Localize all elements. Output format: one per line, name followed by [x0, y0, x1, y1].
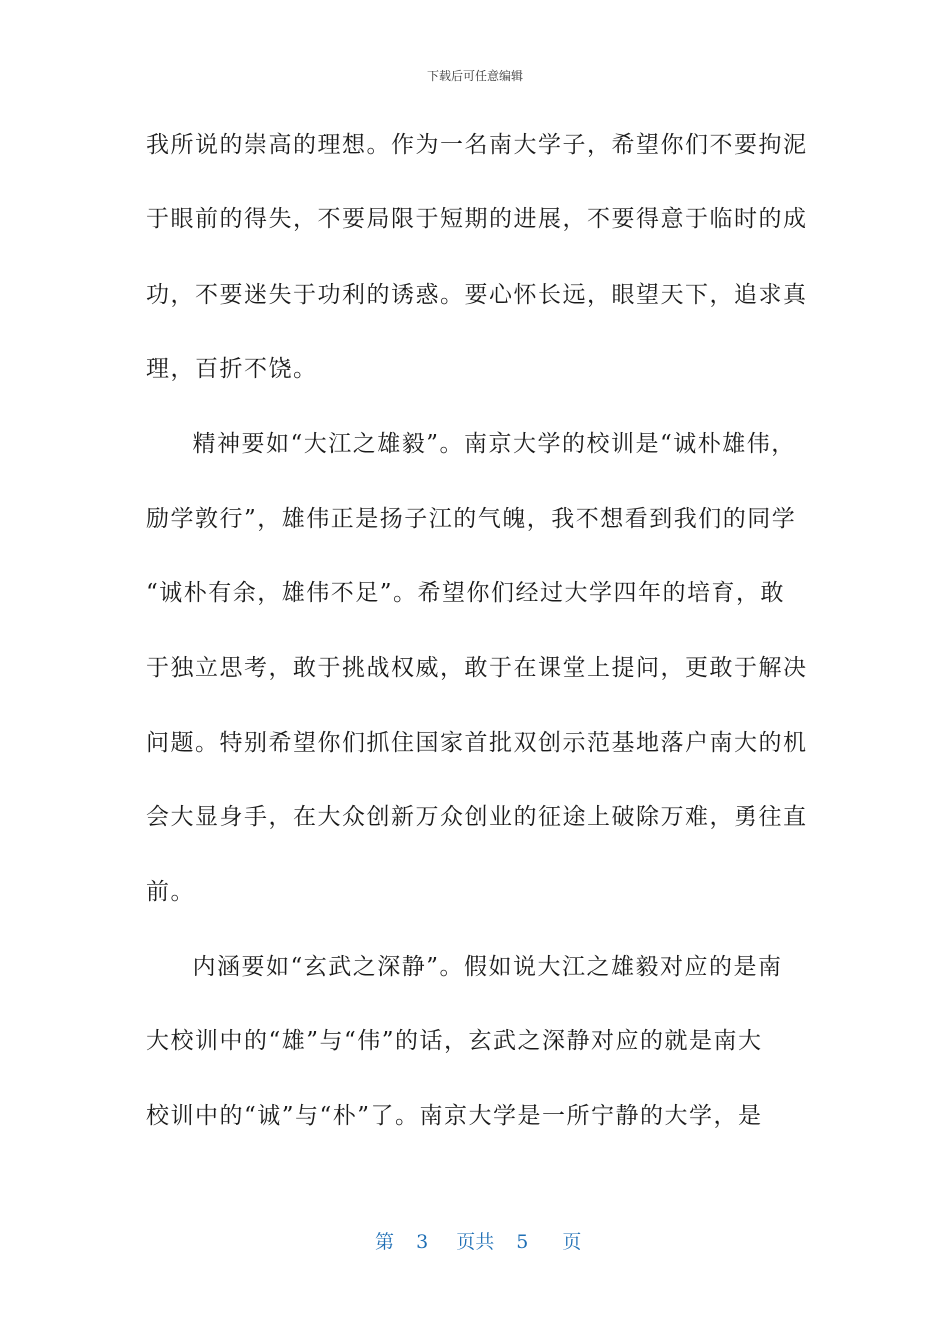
text-line: 精神要如“大江之雄毅”。南京大学的校训是“诚朴雄伟， — [168, 431, 796, 457]
text-line: 大校训中的“雄”与“伟”的话，玄武之深静对应的就是南大 — [146, 1028, 763, 1054]
text-line: 励学敦行”，雄伟正是扬子江的气魄，我不想看到我们的同学 — [146, 506, 797, 532]
footer-suffix: 页 — [562, 1231, 582, 1253]
text-line: 内涵要如“玄武之深静”。假如说大江之雄毅对应的是南 — [168, 954, 783, 980]
current-page-number: 3 — [416, 1231, 429, 1253]
total-pages-number: 5 — [516, 1231, 529, 1253]
text-line: 前。 — [146, 879, 195, 905]
text-line: 会大显身手，在大众创新万众创业的征途上破除万难，勇往直 — [146, 804, 808, 830]
text-line: “诚朴有余，雄伟不足”。希望你们经过大学四年的培育，敢 — [146, 580, 786, 606]
footer-middle: 页共 — [456, 1231, 495, 1253]
text-line: 于眼前的得失，不要局限于短期的进展，不要得意于临时的成 — [146, 206, 808, 232]
text-line: 功，不要迷失于功利的诱惑。要心怀长远，眼望天下，追求真 — [146, 282, 808, 308]
footer-prefix: 第 — [375, 1231, 395, 1253]
text-line: 我所说的崇高的理想。作为一名南大学子，希望你们不要拘泥 — [146, 132, 808, 158]
page-header: 下载后可任意编辑 — [426, 69, 523, 83]
page-footer — [375, 1227, 581, 1254]
text-line: 问题。特别希望你们抓住国家首批双创示范基地落户南大的机 — [146, 730, 808, 756]
text-line: 校训中的“诚”与“朴”了。南京大学是一所宁静的大学，是 — [146, 1103, 763, 1129]
text-line: 于独立思考，敢于挑战权威，敢于在课堂上提问，更敢于解决 — [146, 655, 808, 681]
text-line: 理，百折不饶。 — [146, 356, 318, 382]
